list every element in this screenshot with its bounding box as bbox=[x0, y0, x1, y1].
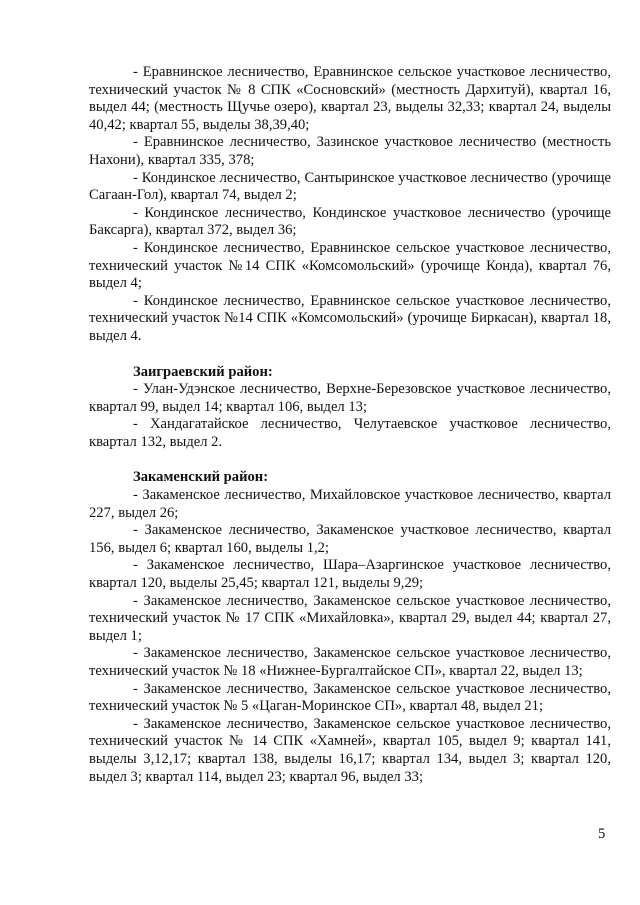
section-spacer bbox=[89, 346, 611, 364]
list-item: - Закаменское лесничество, Закаменское сельское участковое лесничество, технический участок № 18 «Нижнее-Бургалтайское СП», квартал 22, выдел 13; bbox=[89, 645, 611, 679]
section-spacer bbox=[89, 451, 611, 469]
list-item: - Закаменское лесничество, Закаменское сельское участковое лесничество, технический участок № 17 СПК «Михайловка», квартал 29, выдел 44; квартал 27, выдел 1; bbox=[89, 592, 611, 644]
list-item: - Закаменское лесничество, Закаменское сельское участковое лесничество, технический участок № 5 «Цаган-Моринское СП», квартал 48, выдел 21; bbox=[89, 680, 611, 715]
section-zaigraevsky bbox=[89, 364, 611, 452]
list-item: - Улан-Удэнское лесничество, Верхне-Березовское участковое лесничество, квартал 99, выдел 14; квартал 106, выдел 13; bbox=[89, 381, 611, 415]
list-item: - Закаменское лесничество, Михайловское участковое лесничество, квартал 227, выдел 26; bbox=[89, 487, 611, 521]
list-item: - Кондинское лесничество, Кондинское участковое лесничество (урочище Баксарга), квартал 372, выдел 36; bbox=[89, 204, 611, 239]
list-item: - Закаменское лесничество, Шара–Азаргинское участковое лесничество, квартал 120, выделы 25,45; квартал 121, выделы 9,29; bbox=[89, 557, 611, 592]
section-heading: Закаменский район: bbox=[133, 469, 269, 486]
page-number: 5 bbox=[598, 826, 606, 842]
list-item: - Кондинское лесничество, Еравнинское сельское участковое лесничество, технический участок №14 СПК «Комсомольский» (урочище Конда), квартал 76, выдел 4; bbox=[89, 239, 611, 292]
list-item: - Хандагатайское лесничество, Челутаевское участковое лесничество, квартал 132, выдел 2. bbox=[89, 416, 611, 450]
list-item: - Закаменское лесничество, Закаменское участковое лесничество, квартал 156, выдел 6; квартал 160, выделы 1,2; bbox=[89, 522, 611, 556]
section-zakamensky bbox=[89, 469, 611, 786]
list-item: - Кондинское лесничество, Сантыринское участковое лесничество (урочище Сагаан-Гол), квартал 74, выдел 2; bbox=[89, 169, 611, 204]
list-item: - Кондинское лесничество, Еравнинское сельское участковое лесничество, технический участок №14 СПК «Комсомольский» (урочище Биркасан), квартал 18, выдел 4. bbox=[89, 292, 611, 344]
document-body bbox=[89, 64, 611, 786]
list-item: - Еравнинское лесничество, Зазинское участковое лесничество (местность Нахони), квартал 335, 378; bbox=[89, 134, 611, 168]
list-item: - Еравнинское лесничество, Еравнинское сельское участковое лесничество, технический участок № 8 СПК «Сосновский» (местность Дархитуй), квартал 16, выдел 44; (местность Щучье озеро), квартал 23, выделы 32,33; квартал 24, выделы 40,42; квартал 55, выделы 38,39,40; bbox=[89, 64, 611, 133]
section-heading: Заиграевский район: bbox=[133, 363, 273, 380]
section-eravninsky-continuation bbox=[89, 64, 611, 346]
list-item: - Закаменское лесничество, Закаменское сельское участковое лесничество, технический участок № 14 СПК «Хамней», квартал 105, выдел 9; квартал 141, выделы 3,12,17; квартал 138, выделы 16,17; квартал 134, выдел 3; квартал 120, выдел 3; квартал 114, выдел 23; квартал 96, выдел 33; bbox=[89, 715, 611, 785]
